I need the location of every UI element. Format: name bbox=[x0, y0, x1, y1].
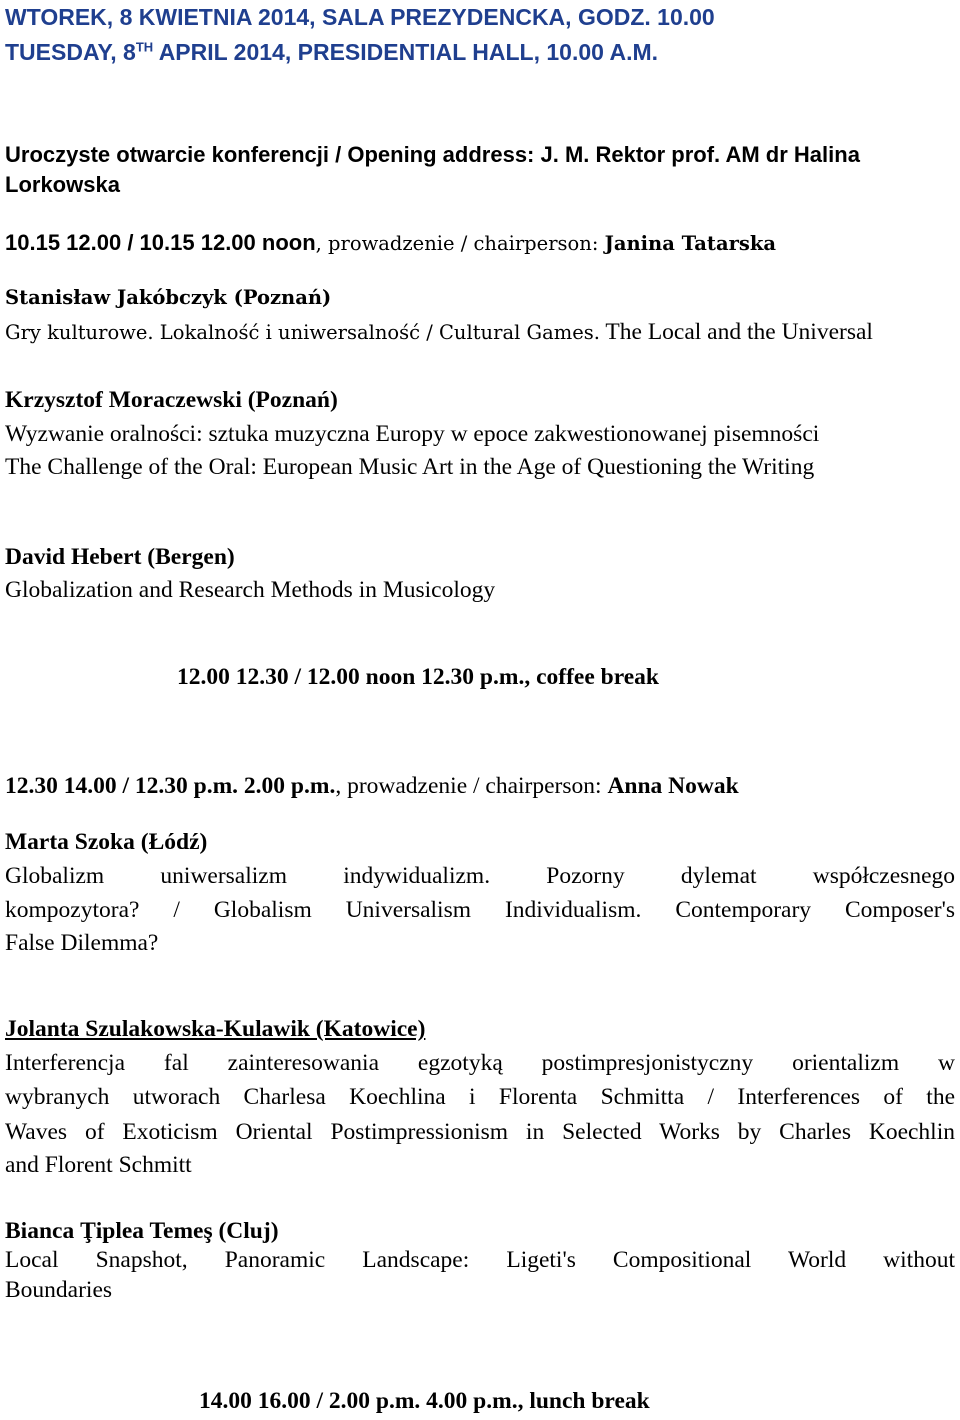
talk-title-moraczewski-en: The Challenge of the Oral: European Music Art in the Age of Questioning the Writing bbox=[5, 454, 815, 480]
opening-address-line2: Lorkowska bbox=[5, 172, 120, 197]
speaker-tiplea-temes: Bianca Ţiplea Temeş (Cluj) bbox=[5, 1218, 279, 1244]
coffee-break: 12.00 12.30 / 12.00 noon 12.30 p.m., coffee break bbox=[177, 664, 659, 690]
talk-title-hebert: Globalization and Research Methods in Musicology bbox=[5, 577, 496, 603]
talk-title-szulakowska-line3: Waves of Exoticism Oriental Postimpressionism in Selected Works by Charles Koechlin bbox=[5, 1119, 955, 1145]
day-heading-en-part: TUESDAY, 8 bbox=[5, 39, 136, 65]
lunch-break: 14.00 16.00 / 2.00 p.m. 4.00 p.m., lunch break bbox=[199, 1388, 650, 1414]
speaker-szulakowska-kulawik: Jolanta Szulakowska-Kulawik (Katowice) bbox=[5, 1016, 426, 1042]
talk-title-szulakowska-line2: wybranych utworach Charlesa Koechlina i Florenta Schmitta / Interferences of the bbox=[5, 1084, 955, 1110]
talk-title-tiplea-line1: Local Snapshot, Panoramic Landscape: Ligeti's Compositional World without bbox=[5, 1247, 955, 1273]
talk-title-szulakowska-line4: and Florent Schmitt bbox=[5, 1152, 192, 1178]
ordinal-suffix: TH bbox=[135, 39, 154, 55]
talk-title-szulakowska-line1: Interferencja fal zainteresowania egzotyką postimpresjonistyczny orientalizm w bbox=[5, 1050, 955, 1076]
talk-title-moraczewski-pl: Wyzwanie oralności: sztuka muzyczna Europy w epoce zakwestionowanej pisemności bbox=[5, 421, 820, 447]
talk-title-szoka-line1: Globalizm uniwersalizm indywidualizm. Pozorny dylemat współczesnego bbox=[5, 863, 955, 889]
session1-time: 10.15 12.00 / 10.15 12.00 noon bbox=[5, 230, 316, 255]
session2-header bbox=[5, 773, 739, 800]
speaker-szoka: Marta Szoka (Łódź) bbox=[5, 829, 208, 855]
session1-chair-name: Janina Tatarska bbox=[604, 232, 776, 255]
session2-time: 12.30 14.00 / 12.30 p.m. 2.00 p.m. bbox=[5, 773, 336, 799]
day-heading-en bbox=[5, 38, 658, 66]
speaker-jakobczyk: Stanisław Jakóbczyk (Poznań) bbox=[5, 286, 332, 309]
session1-header bbox=[5, 230, 776, 256]
talk-title-szoka-line2: kompozytora? / Globalism Universalism Individualism. Contemporary Composer's bbox=[5, 897, 955, 923]
session1-chair-label: , prowadzenie / chairperson: bbox=[315, 232, 605, 255]
talk-title-part: Gry kulturowe. Lokalność i uniwersalność / Cultural Games. bbox=[5, 321, 600, 344]
talk-title-part: The Local and the Universal bbox=[599, 319, 873, 345]
day-heading-pl: WTOREK, 8 KWIETNIA 2014, SALA PREZYDENCKA, GODZ. 10.00 bbox=[5, 4, 715, 30]
session2-chair-name: Anna Nowak bbox=[607, 773, 739, 799]
session2-chair-label: , prowadzenie / chairperson: bbox=[335, 773, 608, 799]
speaker-hebert: David Hebert (Bergen) bbox=[5, 544, 235, 570]
talk-title-tiplea-line2: Boundaries bbox=[5, 1277, 113, 1303]
opening-address-line1: Uroczyste otwarcie konferencji / Opening address: J. M. Rektor prof. AM dr Halina bbox=[5, 142, 860, 167]
talk-title-szoka-line3: False Dilemma? bbox=[5, 930, 159, 956]
day-heading-en-rest: APRIL 2014, PRESIDENTIAL HALL, 10.00 A.M. bbox=[153, 39, 659, 65]
talk-title-jakobczyk bbox=[5, 319, 873, 346]
speaker-moraczewski: Krzysztof Moraczewski (Poznań) bbox=[5, 387, 338, 413]
